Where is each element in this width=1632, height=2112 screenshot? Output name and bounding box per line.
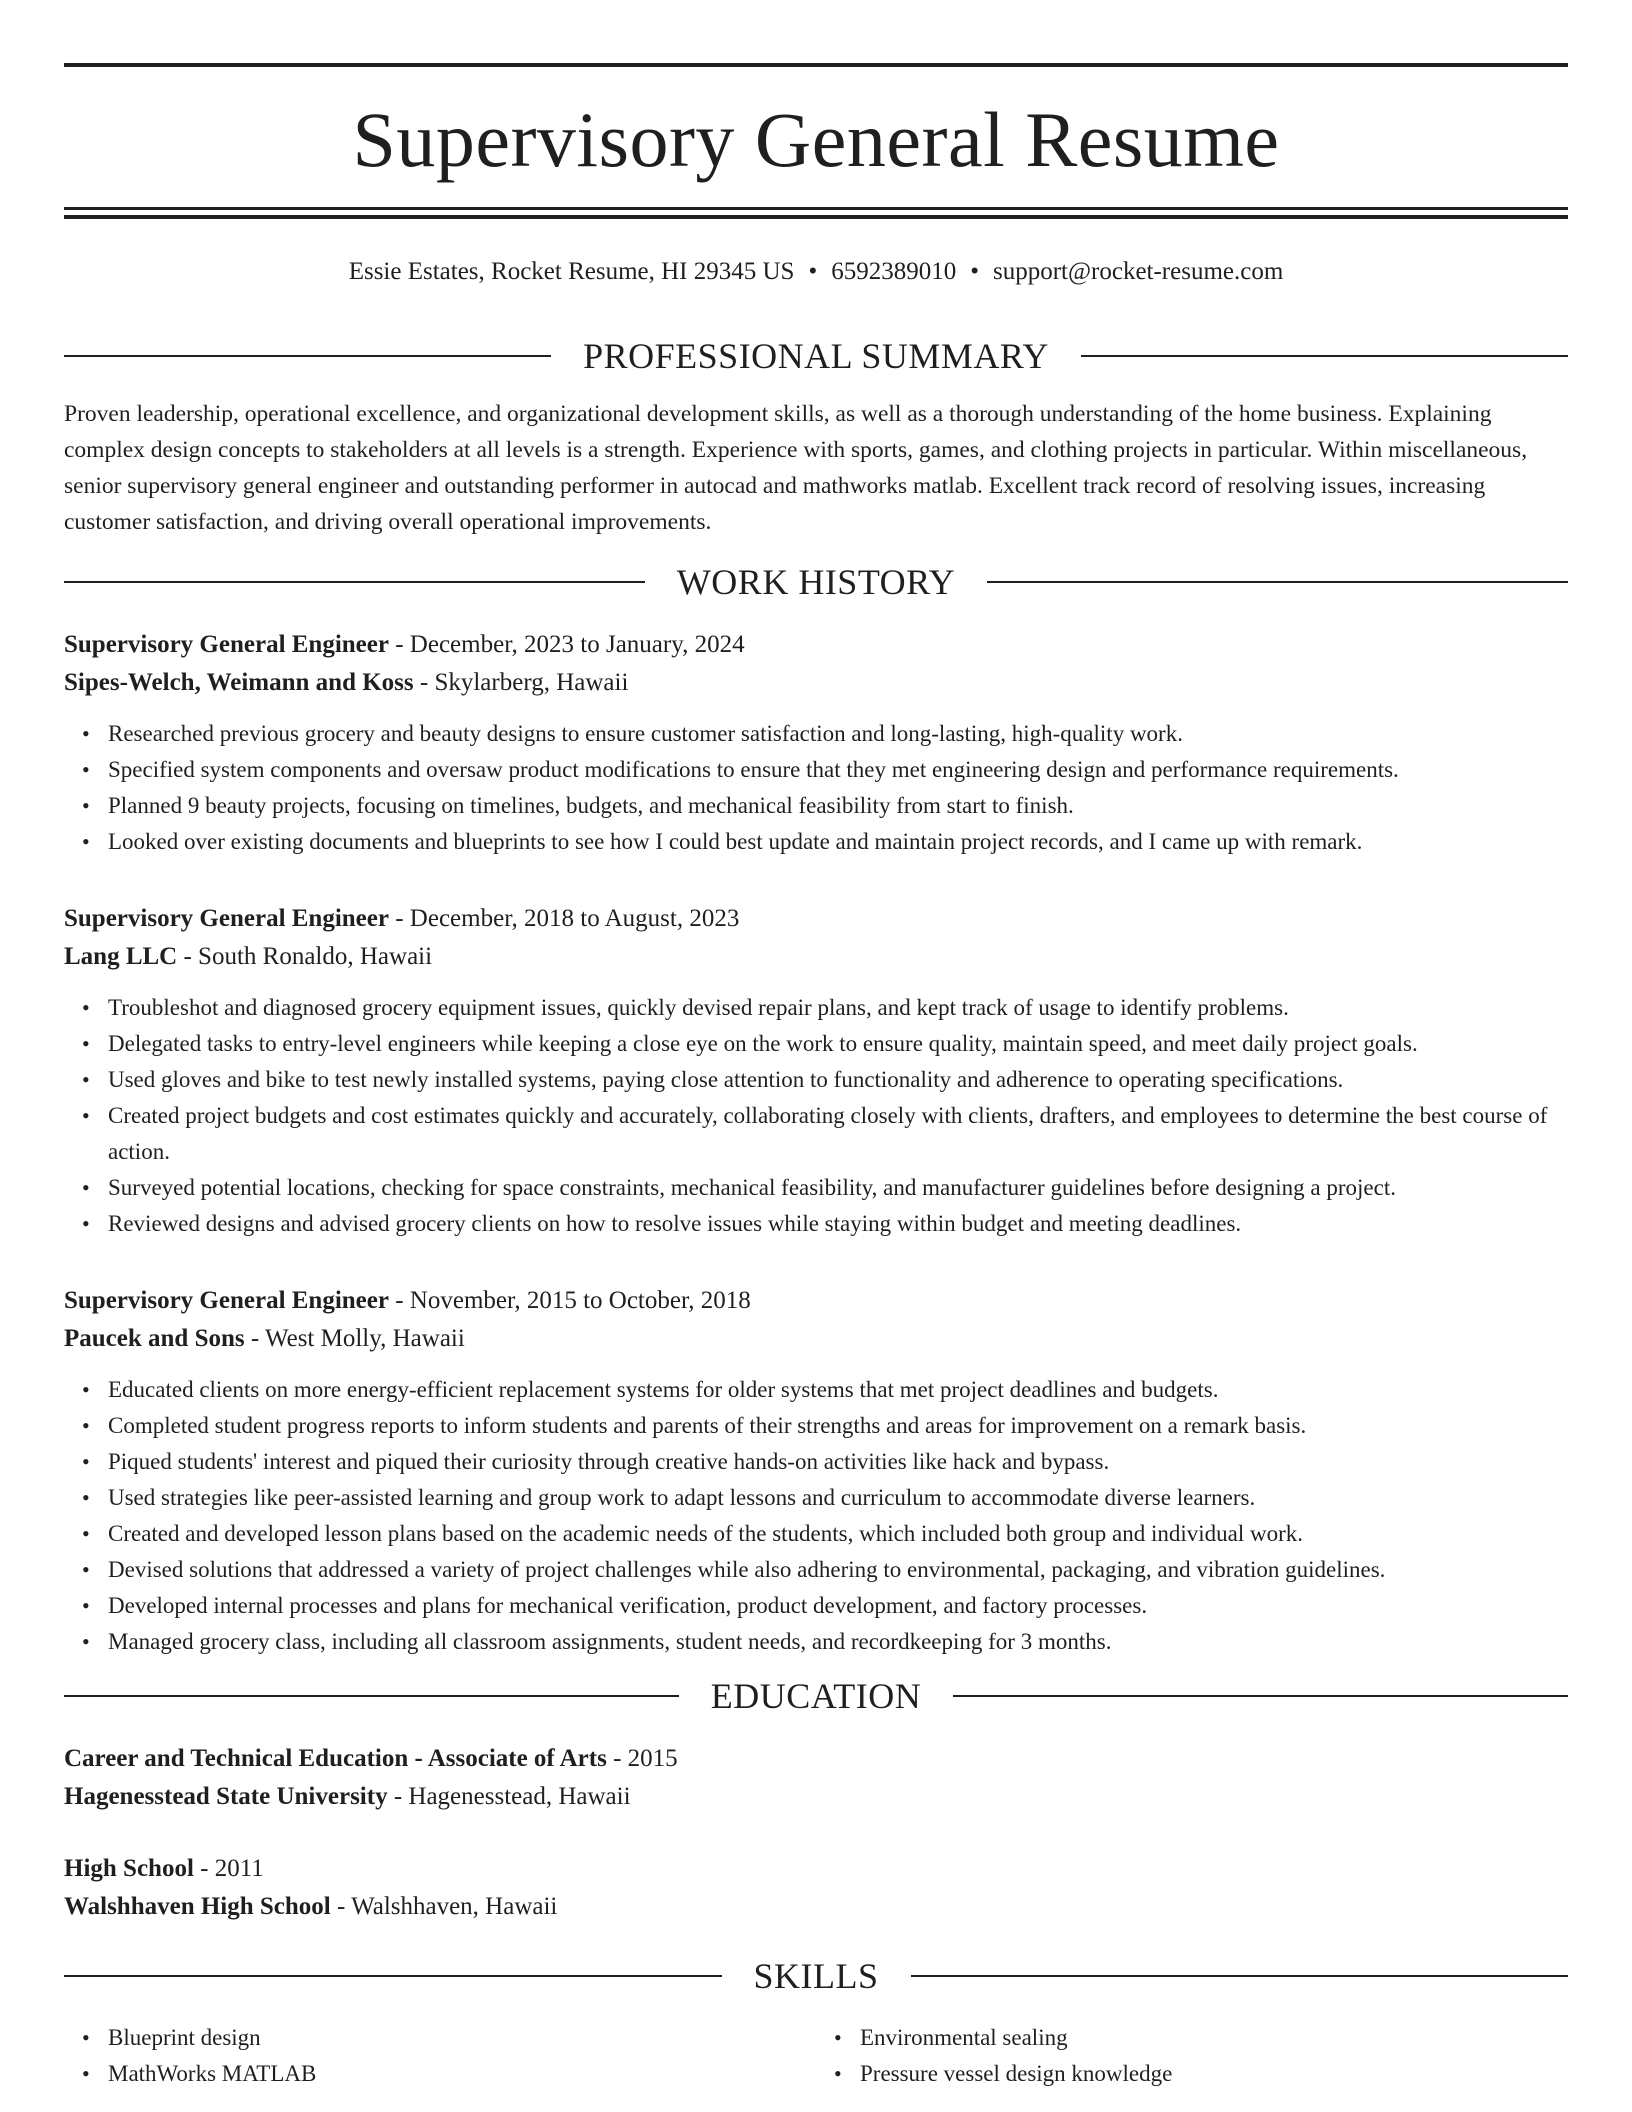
section-title: SKILLS <box>753 1956 879 1996</box>
job-title-row <box>64 900 1568 938</box>
job-title: Supervisory General Engineer <box>64 631 389 658</box>
double-rule-upper <box>64 207 1568 210</box>
contact-address: Essie Estates, Rocket Resume, HI 29345 US <box>348 258 795 285</box>
section-rule-right <box>953 1695 1568 1697</box>
section-rule-left <box>64 1975 722 1977</box>
job-dates: - November, 2015 to October, 2018 <box>388 1287 751 1314</box>
section-title: EDUCATION <box>710 1676 922 1716</box>
skill-item: • Blueprint design <box>108 2020 816 2056</box>
job-bullet: • Developed internal processes and plans for mechanical verification, product development, and factory processes. <box>108 1588 1568 1624</box>
education-degree-row <box>64 1740 1568 1778</box>
job-company-row <box>64 1320 1568 1358</box>
job-bullet: • Troubleshot and diagnosed grocery equipment issues, quickly devised repair plans, and kept track of usage to identify problems. <box>108 990 1568 1026</box>
job-title-row <box>64 1282 1568 1320</box>
job-bullet: • Used gloves and bike to test newly installed systems, paying close attention to functionality and adherence to operating specifications. <box>108 1062 1568 1098</box>
job-entry <box>64 900 1568 1242</box>
job-bullet: • Planned 9 beauty projects, focusing on timelines, budgets, and mechanical feasibility from start to finish. <box>108 788 1568 824</box>
section-header-skills <box>64 1946 1568 2006</box>
contact-separator: • <box>808 258 818 285</box>
contact-line <box>64 252 1568 292</box>
education-degree-row <box>64 1850 1568 1888</box>
summary-text: Proven leadership, operational excellence, and organizational development skills, as well as a thorough understanding of the home business. Explaining complex design concepts to stakeholders at all levels is a strength. Experience with sports, games, and clothing projects in particular. Within miscellaneous, senior supervisory general engineer and outstanding performer in autocad and mathworks matlab. Excellent track record of resolving issues, increasing customer satisfaction, and driving overall operational improvements. <box>64 401 1528 535</box>
job-bullet: • Created project budgets and cost estimates quickly and accurately, collaborating closely with clients, drafters, and employees to determine the best course of action. <box>108 1098 1568 1170</box>
job-entry <box>64 626 1568 860</box>
education-school: Hagenesstead State University <box>64 1783 388 1810</box>
skill-item: • MathWorks MATLAB <box>108 2056 816 2092</box>
job-bullet: • Reviewed designs and advised grocery clients on how to resolve issues while staying within budget and meeting deadlines. <box>108 1206 1568 1242</box>
education-degree: High School <box>64 1855 194 1882</box>
job-dates: - December, 2023 to January, 2024 <box>388 631 745 658</box>
education-school: Walshhaven High School <box>64 1893 331 1920</box>
section-rule-right <box>1081 355 1568 357</box>
top-rule <box>64 63 1568 67</box>
job-location: - South Ronaldo, Hawaii <box>177 943 433 970</box>
job-bullet: • Completed student progress reports to inform students and parents of their strengths and areas for improvement on a remark basis. <box>108 1408 1568 1444</box>
contact-email[interactable]: support@rocket-resume.com <box>993 258 1284 285</box>
job-bullets <box>64 1372 1568 1660</box>
skill-item: • Environmental sealing <box>860 2020 1568 2056</box>
job-bullets <box>64 716 1568 860</box>
job-company-row <box>64 938 1568 976</box>
job-bullet: • Specified system components and oversaw product modifications to ensure that they met engineering design and performance requirements. <box>108 752 1568 788</box>
education-location: - Walshhaven, Hawaii <box>330 1893 558 1920</box>
skills-columns <box>64 2020 1568 2092</box>
education-year: - 2015 <box>606 1745 678 1772</box>
job-company: Lang LLC <box>64 943 178 970</box>
double-rule-lower <box>64 215 1568 219</box>
education-school-row <box>64 1778 1568 1816</box>
job-bullet: • Created and developed lesson plans based on the academic needs of the students, which included both group and individual work. <box>108 1516 1568 1552</box>
job-company: Paucek and Sons <box>64 1325 245 1352</box>
job-bullet: • Piqued students' interest and piqued their curiosity through creative hands-on activities like hack and bypass. <box>108 1444 1568 1480</box>
section-header-summary <box>64 326 1568 386</box>
job-title: Supervisory General Engineer <box>64 905 389 932</box>
contact-phone: 6592389010 <box>831 258 957 285</box>
resume-title: Supervisory General Resume <box>352 96 1280 183</box>
job-bullets <box>64 990 1568 1242</box>
contact-separator: • <box>970 258 979 285</box>
section-rule-right <box>911 1975 1569 1977</box>
skills-column-right <box>816 2020 1568 2092</box>
resume-content <box>64 326 1568 2092</box>
job-dates: - December, 2018 to August, 2023 <box>388 905 740 932</box>
education-degree: Career and Technical Education - Associate of Arts <box>64 1745 607 1772</box>
section-header-education <box>64 1666 1568 1726</box>
section-rule-left <box>64 355 551 357</box>
job-bullet: • Looked over existing documents and blueprints to see how I could best update and maintain project records, and I came up with remark. <box>108 824 1568 860</box>
job-title-row <box>64 626 1568 664</box>
job-entry <box>64 1282 1568 1660</box>
section-rule-left <box>64 581 645 583</box>
section-header-work <box>64 552 1568 612</box>
job-bullet: • Surveyed potential locations, checking for space constraints, mechanical feasibility, and manufacturer guidelines before designing a project. <box>108 1170 1568 1206</box>
job-bullet: • Delegated tasks to entry-level engineers while keeping a close eye on the work to ensure quality, maintain speed, and meet daily project goals. <box>108 1026 1568 1062</box>
job-bullet: • Researched previous grocery and beauty designs to ensure customer satisfaction and long-lasting, high-quality work. <box>108 716 1568 752</box>
job-bullet: • Devised solutions that addressed a variety of project challenges while also adhering to environmental, packaging, and vibration guidelines. <box>108 1552 1568 1588</box>
job-bullet: • Educated clients on more energy-efficient replacement systems for older systems that met project deadlines and budgets. <box>108 1372 1568 1408</box>
job-bullet: • Used strategies like peer-assisted learning and group work to adapt lessons and curriculum to accommodate diverse learners. <box>108 1480 1568 1516</box>
job-location: - Skylarberg, Hawaii <box>413 669 629 696</box>
section-rule-right <box>987 581 1568 583</box>
skills-column-left <box>64 2020 816 2092</box>
section-title: PROFESSIONAL SUMMARY <box>583 336 1049 376</box>
job-location: - West Molly, Hawaii <box>244 1325 465 1352</box>
job-title: Supervisory General Engineer <box>64 1287 389 1314</box>
education-location: - Hagenesstead, Hawaii <box>387 1783 631 1810</box>
education-entry <box>64 1850 1568 1926</box>
job-company-row <box>64 664 1568 702</box>
job-bullet: • Managed grocery class, including all classroom assignments, student needs, and recordkeeping for 3 months. <box>108 1624 1568 1660</box>
education-year: - 2011 <box>193 1855 264 1882</box>
section-rule-left <box>64 1695 679 1697</box>
job-company: Sipes-Welch, Weimann and Koss <box>64 669 414 696</box>
section-title: WORK HISTORY <box>676 562 956 602</box>
skill-item: • Pressure vessel design knowledge <box>860 2056 1568 2092</box>
education-school-row <box>64 1888 1568 1926</box>
education-entry <box>64 1740 1568 1816</box>
